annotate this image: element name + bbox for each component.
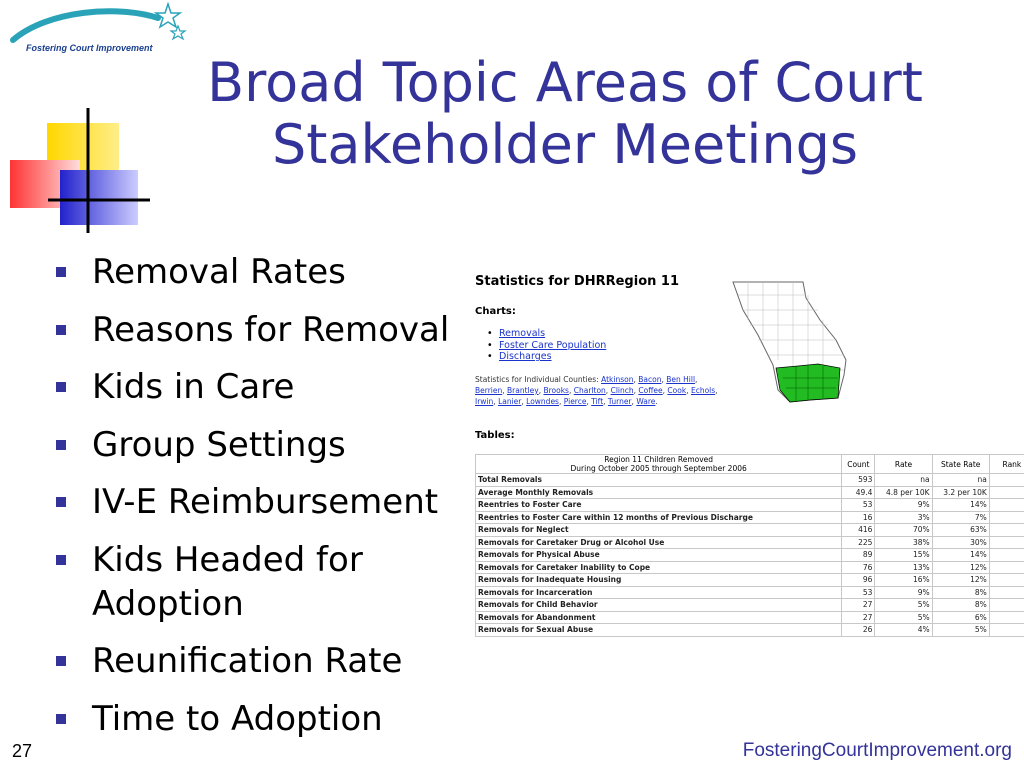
- statistics-screenshot: [473, 270, 1024, 650]
- table-row: [476, 624, 1024, 637]
- bullet-item: Reunification Rate: [50, 639, 470, 683]
- county-link[interactable]: Brantley: [507, 386, 539, 395]
- georgia-region-map: [728, 280, 853, 410]
- table-title-header: Region 11 Children Removed During October 2005 through September 2006: [476, 455, 842, 474]
- cell-rate: 13%: [875, 561, 932, 574]
- bullet-square-icon: [56, 382, 66, 392]
- cell-rank: [989, 611, 1024, 624]
- table-row: [476, 574, 1024, 587]
- cell-rank: [989, 599, 1024, 612]
- cell-state: 8%: [932, 599, 989, 612]
- chart-link-foster-care[interactable]: • Foster Care Population: [487, 340, 606, 352]
- rate-header: Rate: [875, 455, 932, 474]
- chart-link-list: [487, 328, 606, 363]
- cell-count: 49.4: [842, 486, 875, 499]
- cell-rate: 3%: [875, 511, 932, 524]
- table-row: [476, 486, 1024, 499]
- rank-header: Rank: [989, 455, 1024, 474]
- cell-label: Removals for Physical Abuse: [476, 549, 842, 562]
- state-rate-header: State Rate: [932, 455, 989, 474]
- cell-label: Reentries to Foster Care: [476, 499, 842, 512]
- footer-url: FosteringCourtImprovement.org: [742, 740, 1012, 761]
- cell-rate: 15%: [875, 549, 932, 562]
- table-row: [476, 611, 1024, 624]
- cell-label: Reentries to Foster Care within 12 months of Previous Discharge: [476, 511, 842, 524]
- cell-rank: [989, 474, 1024, 487]
- cell-state: 8%: [932, 586, 989, 599]
- slide-number: 27: [12, 741, 33, 761]
- cell-label: Removals for Caretaker Inability to Cope: [476, 561, 842, 574]
- cell-state: 5%: [932, 624, 989, 637]
- county-link[interactable]: Pierce: [563, 397, 587, 406]
- cell-count: 96: [842, 574, 875, 587]
- cell-label: Removals for Child Behavior: [476, 599, 842, 612]
- cell-count: 27: [842, 599, 875, 612]
- chart-link-removals[interactable]: • Removals: [487, 328, 606, 340]
- cell-label: Removals for Inadequate Housing: [476, 574, 842, 587]
- cell-rank: [989, 536, 1024, 549]
- counties-prefix: Statistics for Individual Counties:: [475, 375, 599, 384]
- cell-rate: 4%: [875, 624, 932, 637]
- cell-state: na: [932, 474, 989, 487]
- cell-rank: [989, 486, 1024, 499]
- cell-count: 53: [842, 586, 875, 599]
- count-header: Count: [842, 455, 875, 474]
- cell-rate: 38%: [875, 536, 932, 549]
- table-row: [476, 536, 1024, 549]
- county-link[interactable]: Lowndes: [526, 397, 559, 406]
- table-row: [476, 511, 1024, 524]
- cell-count: 89: [842, 549, 875, 562]
- bullet-item: Reasons for Removal: [50, 308, 470, 352]
- bullet-square-icon: [56, 497, 66, 507]
- cell-label: Removals for Caretaker Drug or Alcohol Use: [476, 536, 842, 549]
- cell-count: 416: [842, 524, 875, 537]
- county-link[interactable]: Cook: [667, 386, 687, 395]
- cell-state: 12%: [932, 574, 989, 587]
- bullet-square-icon: [56, 714, 66, 724]
- county-link[interactable]: Irwin: [475, 397, 494, 406]
- table-row: [476, 499, 1024, 512]
- chart-link-discharges[interactable]: • Discharges: [487, 351, 606, 363]
- cell-rank: [989, 574, 1024, 587]
- cell-label: Total Removals: [476, 474, 842, 487]
- charts-label: Charts:: [475, 306, 516, 317]
- cell-count: 76: [842, 561, 875, 574]
- cell-rate: 5%: [875, 611, 932, 624]
- county-link[interactable]: Brooks: [543, 386, 569, 395]
- cell-state: 30%: [932, 536, 989, 549]
- bullet-square-icon: [56, 267, 66, 277]
- cell-rate: 9%: [875, 499, 932, 512]
- bullet-item: Kids in Care: [50, 365, 470, 409]
- cell-rank: [989, 561, 1024, 574]
- cell-label: Removals for Incarceration: [476, 586, 842, 599]
- cell-count: 53: [842, 499, 875, 512]
- bullet-item: Time to Adoption: [50, 697, 470, 741]
- cell-rank: [989, 549, 1024, 562]
- county-link[interactable]: Ben Hill: [666, 375, 696, 384]
- county-link[interactable]: Echols: [690, 386, 716, 395]
- bullet-item: Removal Rates: [50, 250, 470, 294]
- bullet-square-icon: [56, 656, 66, 666]
- county-link[interactable]: Clinch: [610, 386, 634, 395]
- table-header-row: [476, 455, 1024, 474]
- cell-state: 14%: [932, 549, 989, 562]
- logo-text: Fostering Court Improvement: [26, 43, 153, 53]
- county-link[interactable]: Lanier: [498, 397, 522, 406]
- table-row: [476, 549, 1024, 562]
- cell-count: 26: [842, 624, 875, 637]
- bullet-square-icon: [56, 555, 66, 565]
- cell-state: 63%: [932, 524, 989, 537]
- tables-label: Tables:: [475, 430, 515, 441]
- table-row: [476, 561, 1024, 574]
- cell-rank: [989, 624, 1024, 637]
- cell-state: 3.2 per 10K: [932, 486, 989, 499]
- county-link[interactable]: Berrien: [475, 386, 503, 395]
- cell-rank: [989, 586, 1024, 599]
- cell-state: 6%: [932, 611, 989, 624]
- title-line-1: Broad Topic Areas of Court: [207, 51, 923, 114]
- county-link[interactable]: Tift: [591, 397, 604, 406]
- bullet-item: Kids Headed for Adoption: [50, 538, 470, 626]
- cell-label: Removals for Sexual Abuse: [476, 624, 842, 637]
- cell-count: 16: [842, 511, 875, 524]
- cell-label: Removals for Abandonment: [476, 611, 842, 624]
- cell-rate: 9%: [875, 586, 932, 599]
- table-row: [476, 586, 1024, 599]
- county-link[interactable]: Charlton: [573, 386, 606, 395]
- bullet-item: Group Settings: [50, 423, 470, 467]
- topic-bullet-list: [50, 250, 470, 754]
- title-line-2: Stakeholder Meetings: [271, 113, 859, 176]
- cell-label: Removals for Neglect: [476, 524, 842, 537]
- county-links: Statistics for Individual Counties: Atkinson, Bacon, Ben Hill, Berrien, Brantley, Brooks, Charlton, Clinch, Coffee, Cook, Echols, Irwin, Lanier, Lowndes, Pierce, Tift, Turner, Ware.: [475, 375, 718, 406]
- cell-state: 14%: [932, 499, 989, 512]
- table-row: [476, 599, 1024, 612]
- slide-title: [185, 52, 945, 176]
- bullet-square-icon: [56, 325, 66, 335]
- cell-rate: na: [875, 474, 932, 487]
- county-link[interactable]: Ware: [636, 397, 656, 406]
- cell-rank: [989, 499, 1024, 512]
- table-row: [476, 524, 1024, 537]
- cell-rate: 4.8 per 10K: [875, 486, 932, 499]
- county-link[interactable]: Coffee: [638, 386, 663, 395]
- bullet-square-icon: [56, 440, 66, 450]
- stats-heading: Statistics for DHRRegion 11: [475, 274, 679, 289]
- cell-state: 7%: [932, 511, 989, 524]
- table-row: [476, 474, 1024, 487]
- cell-rank: [989, 511, 1024, 524]
- cell-rank: [989, 524, 1024, 537]
- county-link[interactable]: Atkinson: [601, 375, 634, 384]
- county-link[interactable]: Bacon: [638, 375, 662, 384]
- cell-rate: 70%: [875, 524, 932, 537]
- bullet-item: IV-E Reimbursement: [50, 480, 470, 524]
- cell-count: 593: [842, 474, 875, 487]
- cell-rate: 5%: [875, 599, 932, 612]
- cell-label: Average Monthly Removals: [476, 486, 842, 499]
- county-link[interactable]: Turner: [607, 397, 632, 406]
- cell-count: 27: [842, 611, 875, 624]
- cell-rate: 16%: [875, 574, 932, 587]
- cell-count: 225: [842, 536, 875, 549]
- cell-state: 12%: [932, 561, 989, 574]
- removals-table: [475, 454, 1024, 637]
- decorative-squares: [0, 108, 150, 233]
